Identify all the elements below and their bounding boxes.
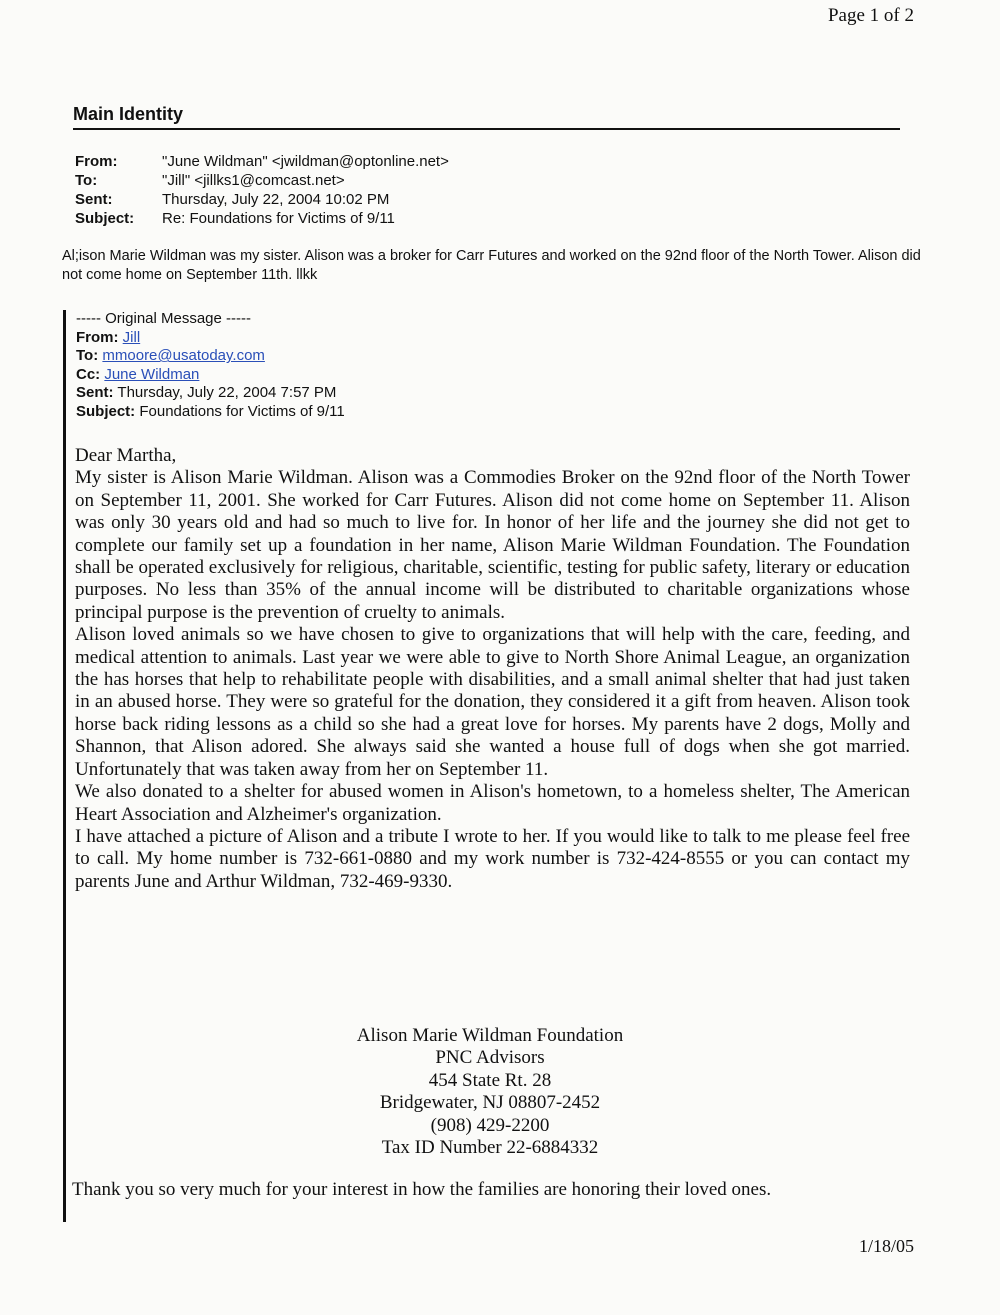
address-line: Alison Marie Wildman Foundation <box>356 1025 624 1046</box>
original-cc-link[interactable]: June Wildman <box>104 365 200 383</box>
email-header <box>75 152 449 228</box>
address-line: PNC Advisors <box>435 1047 545 1069</box>
address-line: (908) 429-2200 <box>430 1114 550 1136</box>
letter-paragraph: My sister is Alison Marie Wildman. Alison was a Commodies Broker on the 92nd floor of the North Tower on September 11, 2001. She worked for Carr Futures. Alison did not come home on September 11. Alison was only 30 years old and had so much to live for. In honor of her life and the journey she did not get to complete our family set up a foundation in her name, Alison Marie Wildman Foundation. The Foundation shall be operated exclusively for religious, charitable, scientific, testing for public safety, literary or education purposes. No less than 35% of the annual income will be distributed to charitable organizations whose principal purpose is the prevention of cruelty to animals. <box>75 467 910 623</box>
original-cc-label: Cc: <box>76 365 101 383</box>
header-sent-row <box>75 190 449 209</box>
original-sent-row <box>76 384 345 403</box>
date-stamp: 1/18/05 <box>858 1236 914 1256</box>
address-line: Bridgewater, NJ 08807-2452 <box>379 1092 601 1114</box>
address-line: 454 State Rt. 28 <box>428 1069 552 1091</box>
original-sent-label: Sent: <box>76 384 114 402</box>
letter-paragraph: Alison loved animals so we have chosen to give to organizations that will help with the care, feeding, and medical attention to animals. Last year we were able to give to North Shore Animal League, an organization the has horses that help to rehabilitate people with disabilities, and a small animal shelter that had just taken in an abused horse. They were so grateful for the donation, they considered it a gift from heaven. Alison took horse back riding lessons as a child so she had a great love for horses. My parents have 2 dogs, Molly and Shannon, that Alison adored. She always said she wanted a house full of dogs when she got married. Unfortunately that was taken away from her on September 11. <box>75 624 910 780</box>
from-label: From: <box>75 153 118 170</box>
letter-paragraph: I have attached a picture of Alison and a tribute I wrote to her. If you would like to talk to me please feel free to call. My home number is 732-661-0880 and my work number is 732-424-8555 or you can contact my parents June and Arthur Wildman, 732-469-9330. <box>75 825 910 892</box>
to-value: "Jill" <jillks1@comcast.net> <box>162 172 345 189</box>
address-line: Tax ID Number 22-6884332 <box>381 1137 599 1159</box>
foundation-address <box>280 1025 700 1159</box>
original-subject-value: Foundations for Victims of 9/11 <box>139 402 345 420</box>
quote-bar <box>63 310 66 1222</box>
letter-closing: Thank you so very much for your interest in how the families are honoring their loved ones. <box>72 1179 772 1200</box>
from-value: "June Wildman" <jwildman@optonline.net> <box>162 153 449 170</box>
letter-greeting: Dear Martha, <box>75 445 177 466</box>
original-cc-row <box>76 366 345 385</box>
original-subject-label: Subject: <box>76 402 136 420</box>
original-from-row <box>76 329 345 348</box>
reply-body: Al;ison Marie Wildman was my sister. Alison was a broker for Carr Futures and worked on the 92nd floor of the North Tower. Alison did not come home on September 11th. llkk <box>62 248 921 283</box>
to-label: To: <box>75 172 98 189</box>
header-to-row <box>75 171 449 190</box>
sent-label: Sent: <box>75 191 113 208</box>
original-to-row <box>76 347 345 366</box>
original-message-header <box>76 310 345 422</box>
original-to-label: To: <box>76 347 99 365</box>
original-to-link[interactable]: mmoore@usatoday.com <box>102 347 265 365</box>
header-from-row <box>75 152 449 171</box>
letter-body <box>75 445 910 893</box>
original-from-label: From: <box>76 328 119 346</box>
original-subject-row <box>76 403 345 422</box>
page-number: Page 1 of 2 <box>827 5 914 26</box>
header-subject-row <box>75 209 449 228</box>
identity-title: Main Identity <box>73 104 184 124</box>
identity-divider <box>73 128 900 130</box>
original-from-link[interactable]: Jill <box>122 328 141 346</box>
sent-value: Thursday, July 22, 2004 10:02 PM <box>162 191 390 208</box>
subject-label: Subject: <box>75 210 135 227</box>
letter-paragraph: We also donated to a shelter for abused women in Alison's hometown, to a homeless shelter, The American Heart Association and Alzheimer's organization. <box>75 781 910 825</box>
subject-value: Re: Foundations for Victims of 9/11 <box>162 210 395 227</box>
original-message-divider: ----- Original Message ----- <box>76 310 252 327</box>
original-sent-value: Thursday, July 22, 2004 7:57 PM <box>117 384 337 402</box>
